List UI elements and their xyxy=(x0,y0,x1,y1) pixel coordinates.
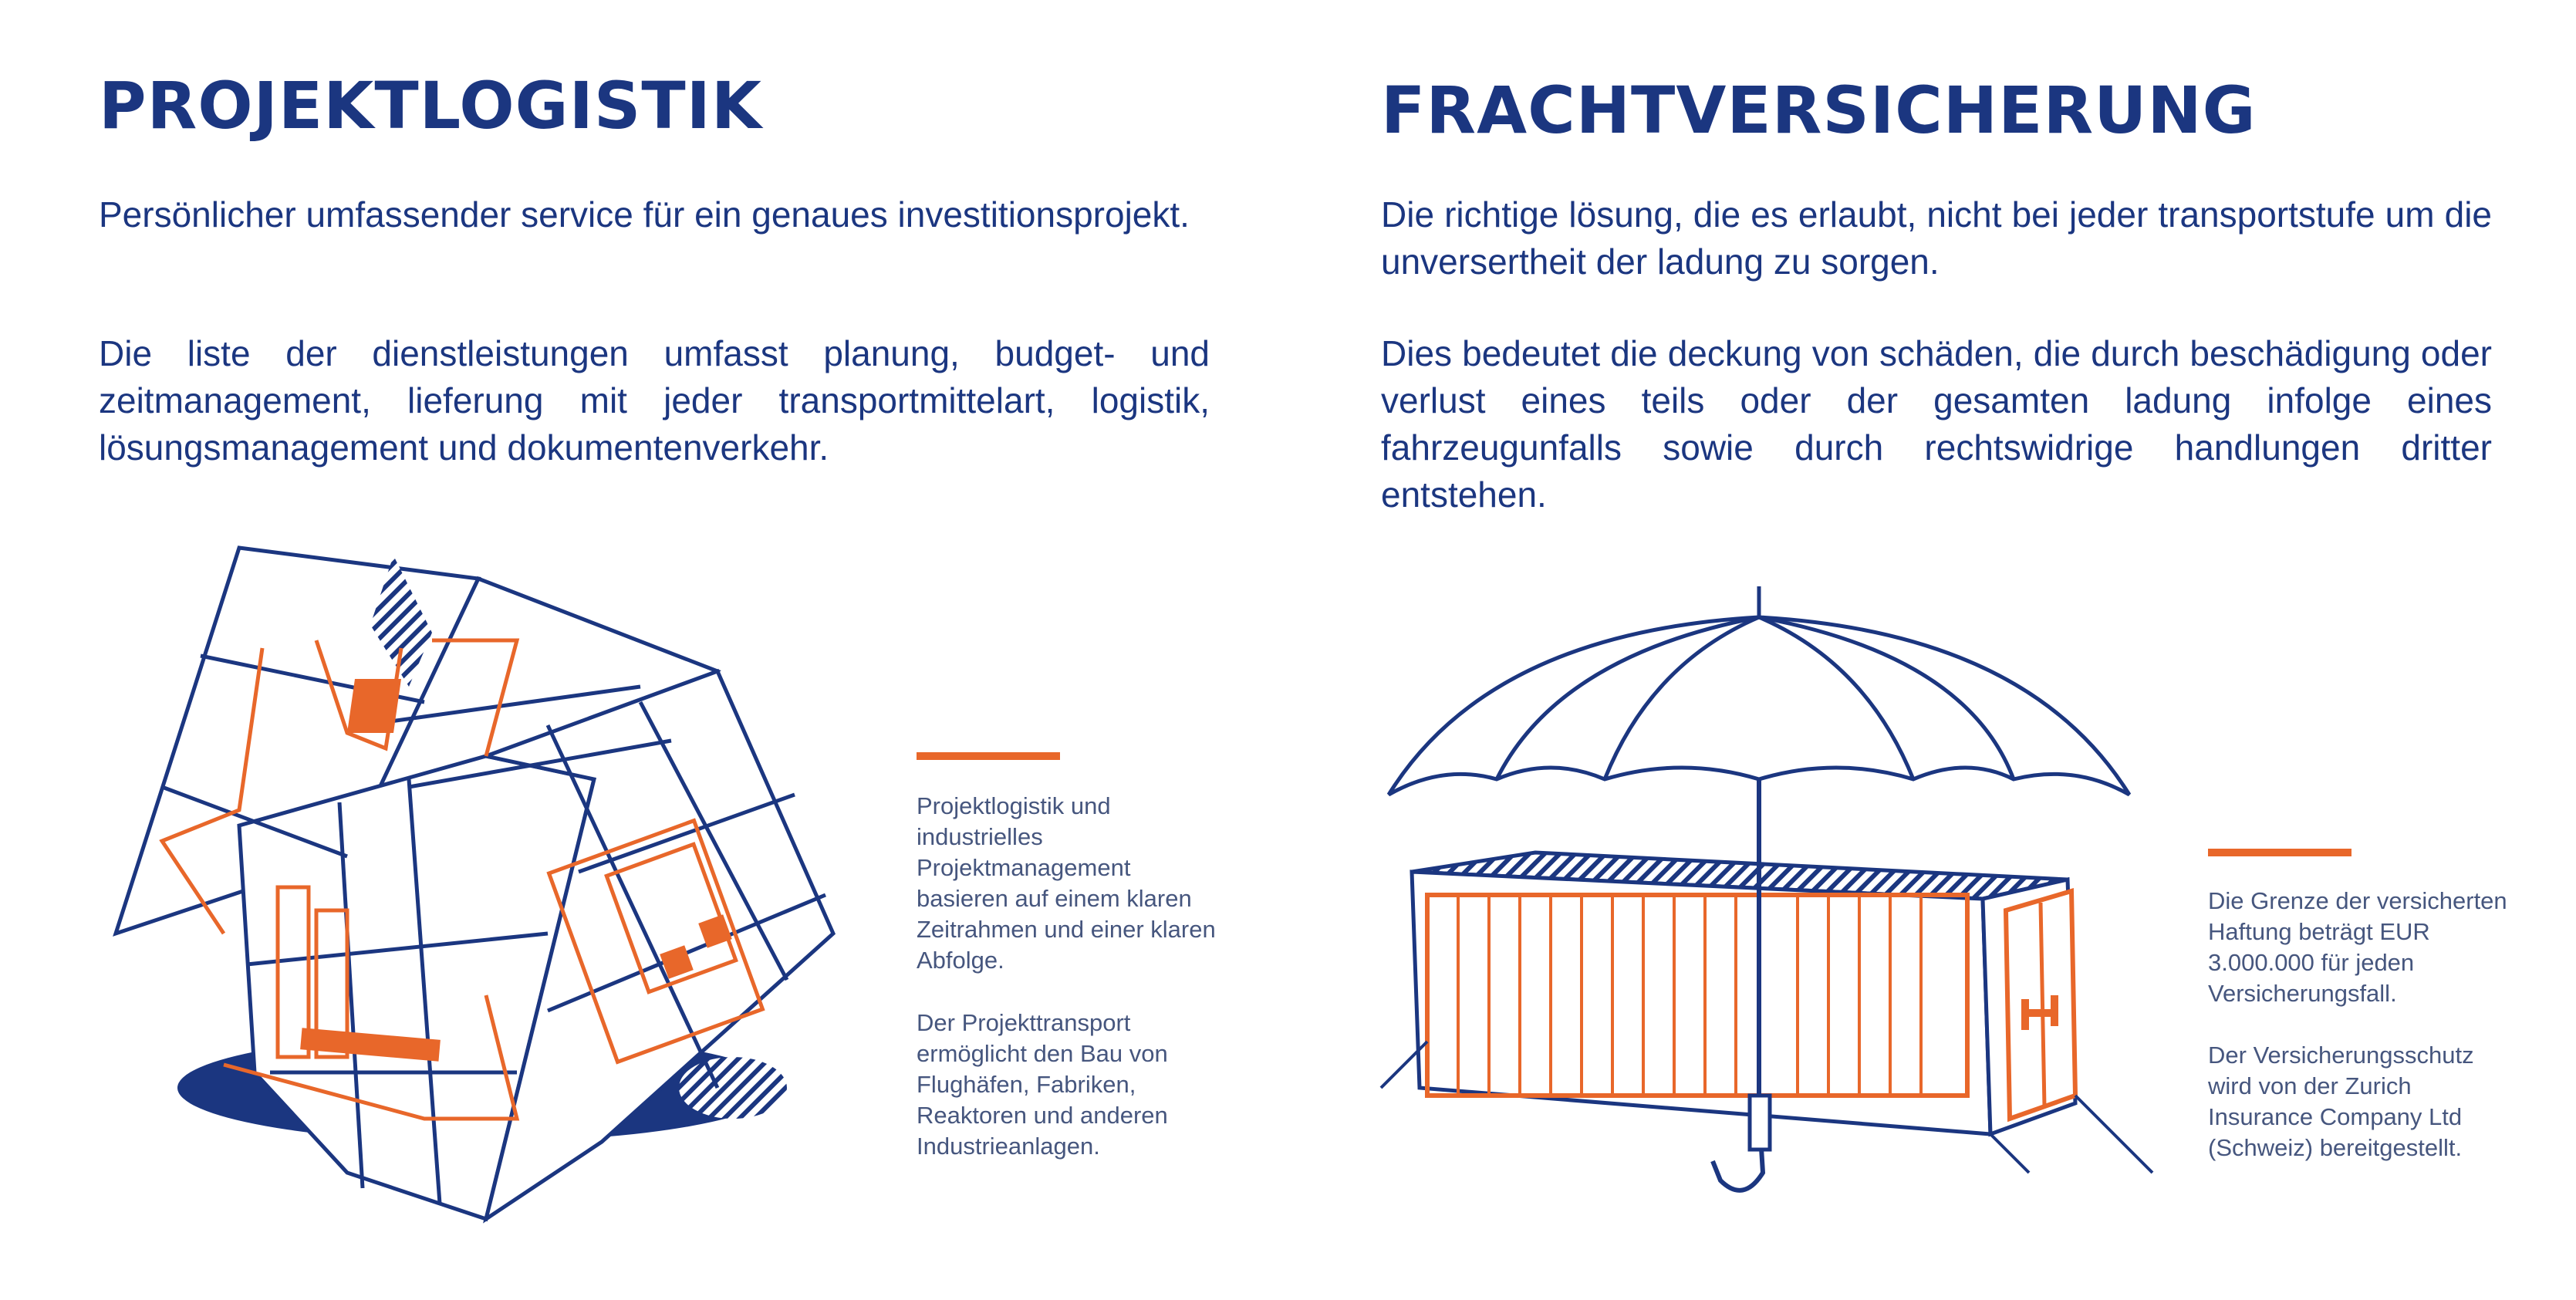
left-caption-accent-line xyxy=(917,752,1060,760)
frachtversicherung-coverage: Dies bedeutet die deckung von schäden, die durch beschädigung oder verlust eines teils oder der gesamten ladung infolge eines fahrzeugunfalls sowie durch rechtswidrige handlungen dritter entstehen. xyxy=(1381,333,2492,515)
frachtversicherung-intro: Die richtige lösung, die es erlaubt, nicht bei jeder transportstufe um die unversertheit der ladung zu sorgen. xyxy=(1381,194,2492,282)
cube-puzzle-icon xyxy=(116,532,856,1227)
umbrella-container-icon xyxy=(1381,586,2168,1219)
projektlogistik-intro: Persönlicher umfassender service für ein genaues investitionsprojekt. xyxy=(99,194,1190,235)
left-caption-2: Der Projekttransport ermöglicht den Bau von Flughäfen, Fabriken, Reaktoren und anderen Industrieanlagen. xyxy=(917,1009,1168,1160)
right-caption-accent-line xyxy=(2208,849,2351,856)
left-caption-1: Projektlogistik und industrielles Projektmanagement basieren auf einem klaren Zeitrahmen und einer klaren Abfolge. xyxy=(917,792,1216,974)
projektlogistik-title: PROJEKTLOGISTIK xyxy=(99,68,762,144)
frachtversicherung-title: FRACHTVERSICHERUNG xyxy=(1381,73,2257,148)
right-caption-2: Der Versicherungsschutz wird von der Zurich Insurance Company Ltd (Schweiz) bereitgestellt. xyxy=(2208,1042,2474,1161)
right-caption-1: Die Grenze der versicherten Haftung beträgt EUR 3.000.000 für jeden Versicherungsfall. xyxy=(2208,887,2507,1007)
projektlogistik-services: Die liste der dienstleistungen umfasst planung, budget- und zeitmanagement, lieferung mit jeder transportmittelart, logistik, lösungsmanagement und dokumentenverkehr. xyxy=(99,333,1210,468)
